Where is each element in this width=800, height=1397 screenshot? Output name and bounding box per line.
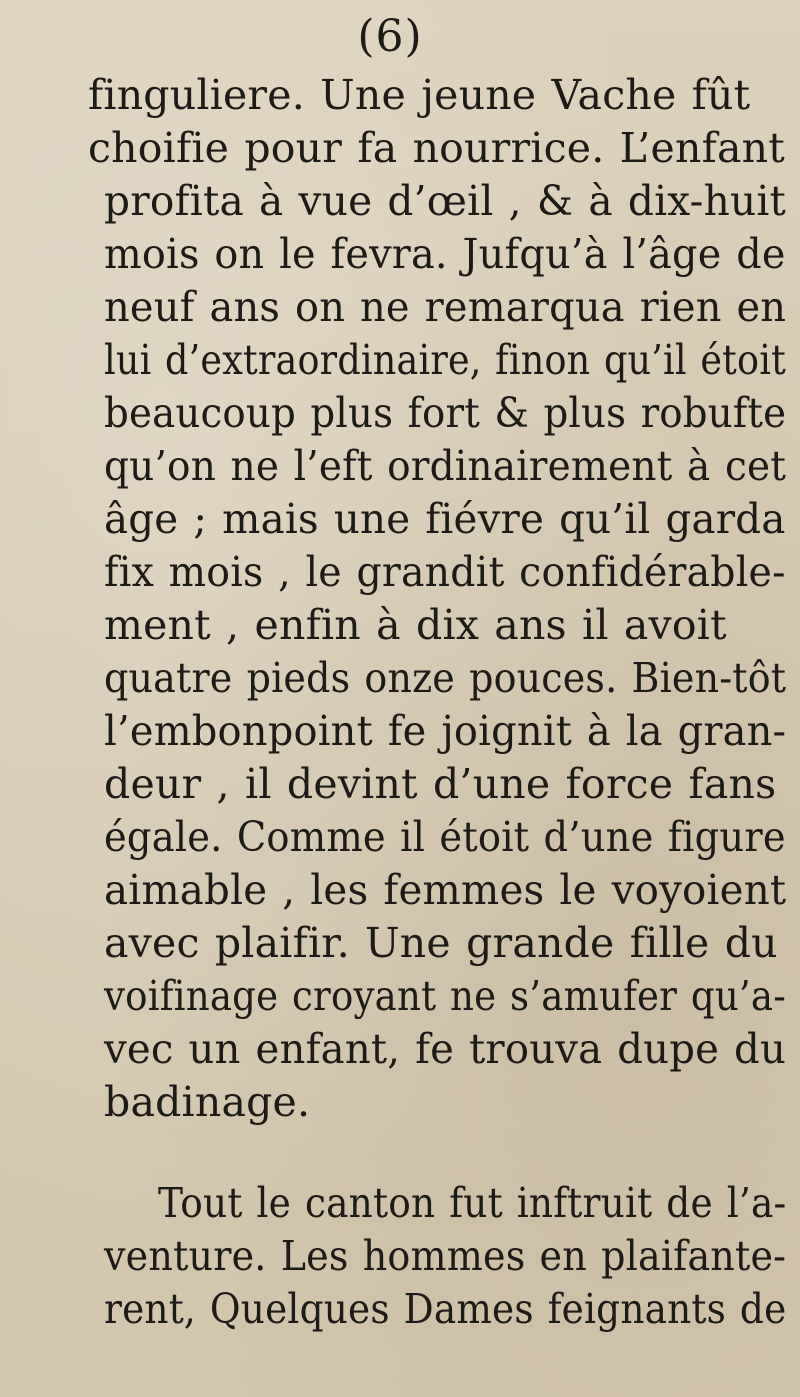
text-line: beaucoup plus fort & plus robufte [104,389,787,437]
text-line: deur , il devint d’une force fans [104,760,777,808]
text-line: âge ; mais une fiévre qu’il garda [104,495,786,543]
text-line: rent, Quelques Dames feignants de [104,1285,787,1333]
text-line: égale. Comme il étoit d’une figure [104,813,786,861]
text-line: aimable , les femmes le voyoient [104,866,787,914]
text-line: mois on le fevra. Jufqu’à l’âge de [104,230,786,278]
text-line: voifinage croyant ne s’amufer qu’a- [104,972,786,1020]
text-line: choifie pour fa nourrice. L’enfant [88,124,785,172]
text-line: venture. Les hommes en plaifante- [104,1232,787,1280]
text-line: vec un enfant, fe trouva dupe du [104,1025,787,1073]
text-line: l’embonpoint fe joignit à la gran- [104,707,787,755]
text-line: profita à vue d’œil , & à dix-huit [104,177,787,225]
text-line: lui d’extraordinaire, finon qu’il étoit [104,336,786,384]
text-line: quatre pieds onze pouces. Bien-tôt [104,654,787,702]
text-line: badinage. [104,1078,311,1126]
text-line: qu’on ne l’eft ordinairement à cet [104,442,787,490]
text-line: fix mois , le grandit confidérable- [104,548,786,596]
text-line: Tout le canton fut inftruit de l’a- [158,1179,787,1227]
text-line: finguliere. Une jeune Vache fût [88,71,751,119]
text-line: neuf ans on ne remarqua rien en [104,283,787,331]
text-line: avec plaifir. Une grande fille du [104,919,778,967]
page-number: (6) [357,11,423,62]
text-line: ment , enfin à dix ans il avoit [104,601,727,649]
